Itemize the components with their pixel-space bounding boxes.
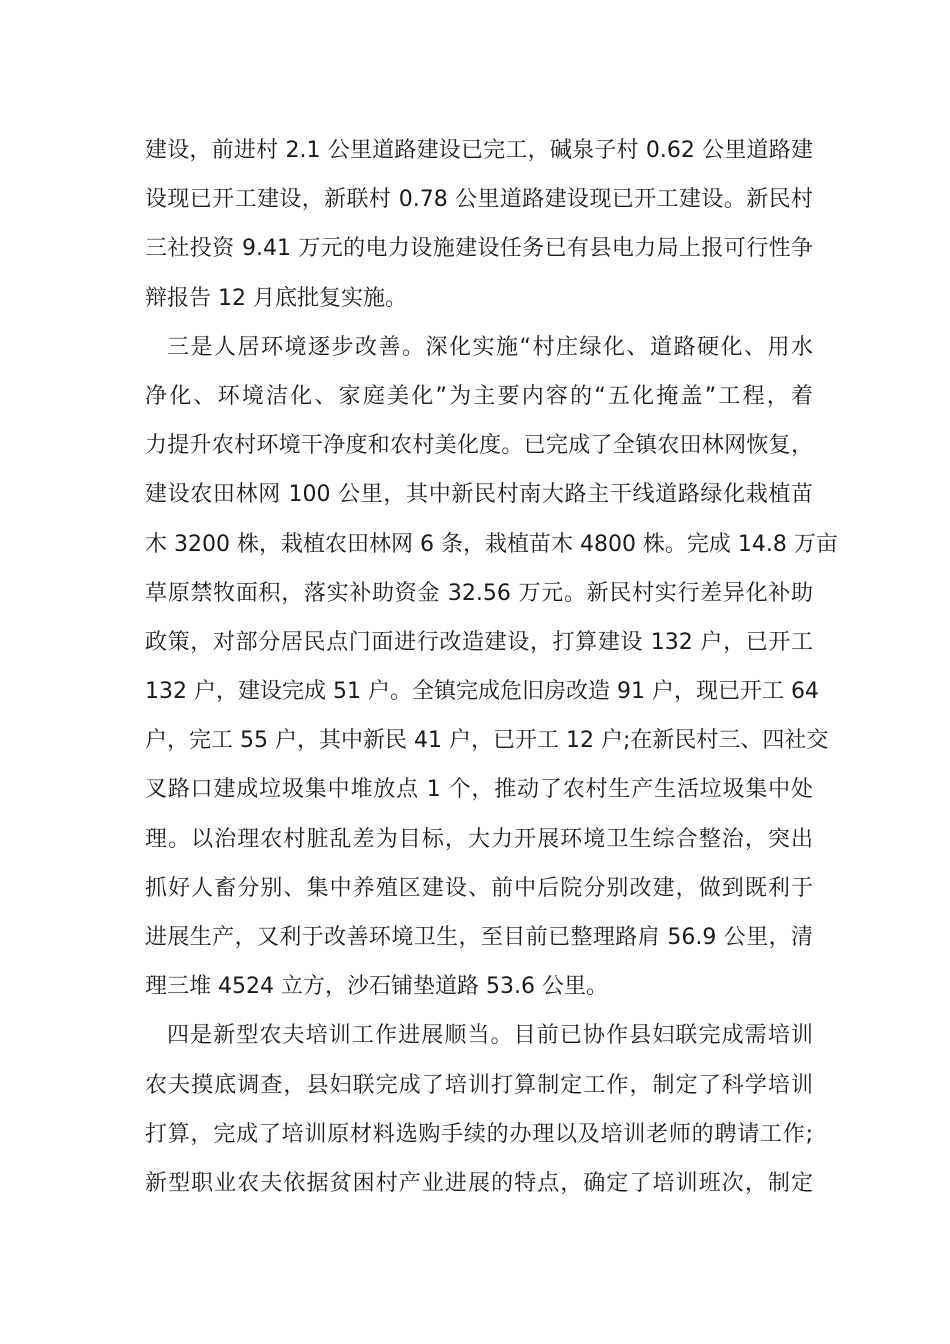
- text-line: 建设农田林网 100 公里，其中新民村南大路主干线道路绿化栽植苗: [145, 482, 813, 508]
- text-line: 叉路口建成垃圾集中堆放点 1 个，推动了农村生产生活垃圾集中处: [145, 777, 813, 803]
- text-line: 抓好人畜分别、集中养殖区建设、前中后院分别改建，做到既利于: [145, 875, 813, 901]
- text-line: 132 户，建设完成 51 户。全镇完成危旧房改造 91 户，现已开工 64: [145, 679, 819, 705]
- text-line: 打算，完成了培训原材料选购手续的办理以及培训老师的聘请工作;: [145, 1121, 813, 1147]
- text-line: 政策，对部分居民点门面进行改造建设，打算建设 132 户，已开工: [145, 629, 813, 655]
- text-line: 三社投资 9.41 万元的电力设施建设任务已有县电力局上报可行性争: [145, 236, 813, 262]
- text-line: 理。以治理农村脏乱差为目标，大力开展环境卫生综合整治，突出: [145, 826, 813, 852]
- paragraph-start-line: 三是人居环境逐步改善。深化实施“村庄绿化、道路硬化、用水: [167, 334, 813, 360]
- text-line: 辩报告 12 月底批复实施。: [145, 285, 407, 311]
- text-line: 新型职业农夫依据贫困村产业进展的特点，确定了培训班次，制定: [145, 1170, 813, 1196]
- paragraph-start-line: 四是新型农夫培训工作进展顺当。目前已协作县妇联完成需培训: [167, 1023, 813, 1049]
- text-line: 建设，前进村 2.1 公里道路建设已完工，碱泉子村 0.62 公里道路建: [145, 138, 813, 163]
- body-text: [145, 126, 838, 1208]
- text-line: 理三堆 4524 立方，沙石铺垫道路 53.6 公里。: [145, 974, 608, 1000]
- text-line: 木 3200 株，栽植农田林网 6 条，栽植苗木 4800 株。完成 14.8 万亩: [145, 531, 838, 557]
- text-line: 设现已开工建设，新联村 0.78 公里道路建设现已开工建设。新民村: [145, 187, 813, 213]
- text-line: 净化、环境洁化、家庭美化”为主要内容的“五化掩盖”工程，着: [145, 383, 813, 409]
- text-line: 草原禁牧面积，落实补助资金 32.56 万元。新民村实行差异化补助: [145, 580, 813, 606]
- text-line: 进展生产，又利于改善环境卫生，至目前已整理路肩 56.9 公里，清: [145, 925, 813, 950]
- text-line: 力提升农村环境干净度和农村美化度。已完成了全镇农田林网恢复，: [145, 433, 813, 459]
- text-line: 户，完工 55 户，其中新民 41 户，已开工 12 户;在新民村三、四社交: [145, 728, 829, 754]
- text-line: 农夫摸底调查，县妇联完成了培训打算制定工作，制定了科学培训: [145, 1072, 813, 1098]
